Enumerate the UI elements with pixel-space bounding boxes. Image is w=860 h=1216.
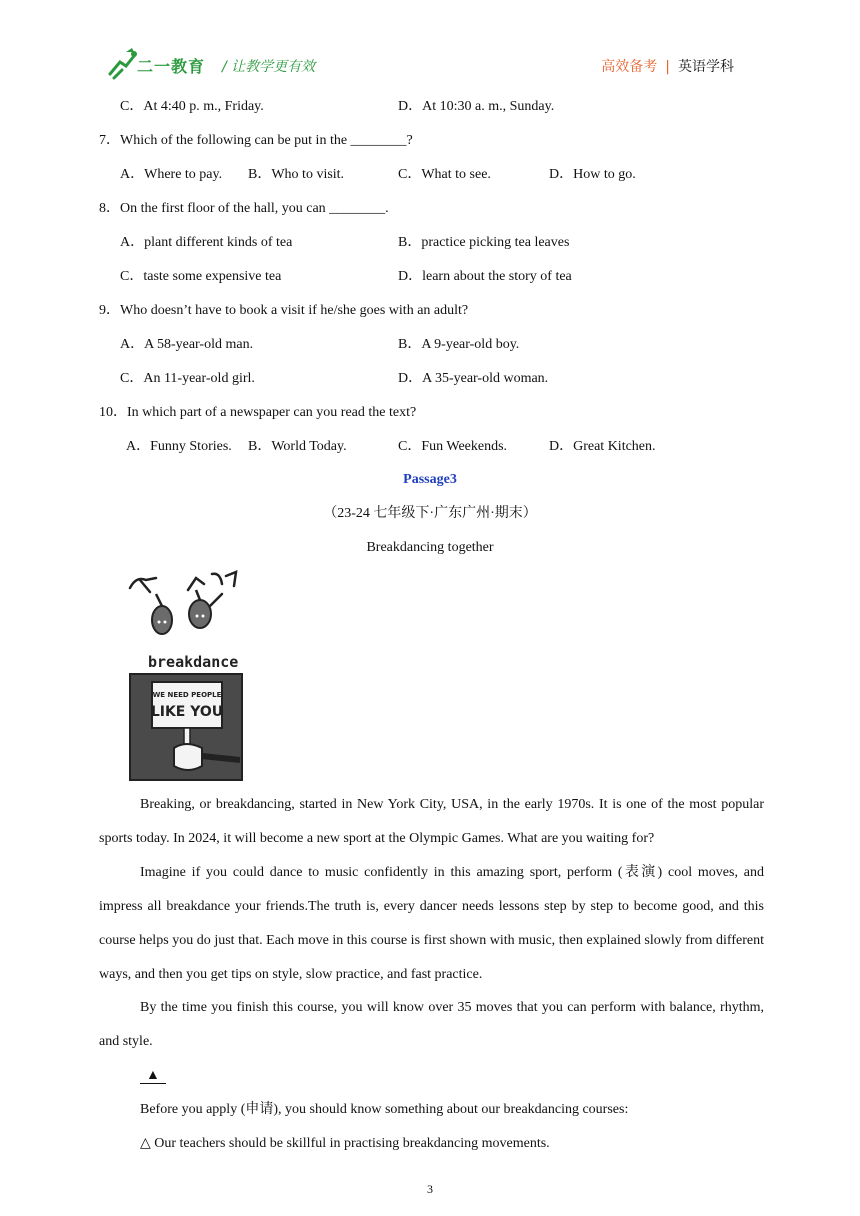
header-subject-label: 英语学科 <box>678 59 734 75</box>
q8-option-a: A．plant different kinds of tea <box>120 235 293 250</box>
sign-line-1: WE NEED PEOPLE <box>152 691 222 699</box>
q6-option-d: D．At 10:30 a. m., Sunday. <box>398 99 555 114</box>
passage-paragraph-2: Imagine if you could dance to music confidently in this amazing sport, perform (表演) cool moves, and impress all breakdance your friends.The truth is, every dancer needs lessons step by step to become good, and this course helps you do just that. Each move in this course is first shown with music, then explained slowly from different ways, and then you get tips on style, slow practice, and fast practice. <box>99 865 764 982</box>
breakdance-word: breakdance <box>148 653 239 671</box>
q9-option-b: B．A 9-year-old boy. <box>398 337 520 352</box>
page-number: 3 <box>427 1182 433 1196</box>
q6-option-c: C．At 4:40 p. m., Friday. <box>120 99 264 114</box>
passage-paragraph-4: Before you apply (申请), you should know something about our breakdancing courses: <box>140 1102 629 1117</box>
q9-option-c: C．An 11-year-old girl. <box>120 371 255 386</box>
q7-option-d: D．How to go. <box>549 167 636 182</box>
header-separator: | <box>665 59 670 75</box>
q10-option-a: A．Funny Stories. <box>126 439 232 454</box>
blank-triangle: ▲ <box>140 1068 166 1084</box>
passage-paragraph-3: By the time you finish this course, you will know over 35 moves that you can perform with balance, rhythm, and style. <box>99 1000 764 1049</box>
q9-stem: 9．Who doesn’t have to book a visit if he/she goes with an adult? <box>99 303 469 318</box>
q8-stem: 8．On the first floor of the hall, you can ________. <box>99 201 389 216</box>
passage-paragraph-1: Breaking, or breakdancing, started in New York City, USA, in the early 1970s. It is one of the most popular sports today. In 2024, it will become a new sport at the Olympic Games. What are you waiting for? <box>99 797 764 846</box>
logo-text: 二一教育 <box>137 57 206 76</box>
q10-option-b: B．World Today. <box>248 439 347 454</box>
q9-option-a: A．A 58-year-old man. <box>120 337 254 352</box>
header-tag: 高效备考 <box>601 59 658 75</box>
passage-source: （23-24 七年级下·广东广州·期末） <box>323 506 537 521</box>
header-slogan: / 让教学更有效 <box>222 59 316 75</box>
q8-option-d: D．learn about the story of tea <box>398 269 572 284</box>
passage-label: Passage3 <box>403 472 457 487</box>
page-header <box>0 0 860 90</box>
q7-stem: 7．Which of the following can be put in the ________? <box>99 133 413 148</box>
passage-paragraph-5: △ Our teachers should be skillful in practising breakdancing movements. <box>140 1136 550 1151</box>
q10-option-c: C．Fun Weekends. <box>398 439 508 454</box>
breakdance-poster-image <box>126 570 246 782</box>
header-subject <box>601 56 734 76</box>
passage-title: Breakdancing together <box>366 540 494 555</box>
q9-option-d: D．A 35-year-old woman. <box>398 371 549 386</box>
q7-option-a: A．Where to pay. <box>120 167 223 182</box>
q10-stem: 10．In which part of a newspaper can you read the text? <box>99 405 417 420</box>
q8-option-c: C．taste some expensive tea <box>120 269 282 284</box>
q10-option-d: D．Great Kitchen. <box>549 439 656 454</box>
blank-marker <box>140 1068 166 1084</box>
sign-line-2: LIKE YOU <box>150 704 224 720</box>
q7-option-c: C．What to see. <box>398 167 491 182</box>
q8-option-b: B．practice picking tea leaves <box>398 235 570 250</box>
q7-option-b: B．Who to visit. <box>248 167 345 182</box>
